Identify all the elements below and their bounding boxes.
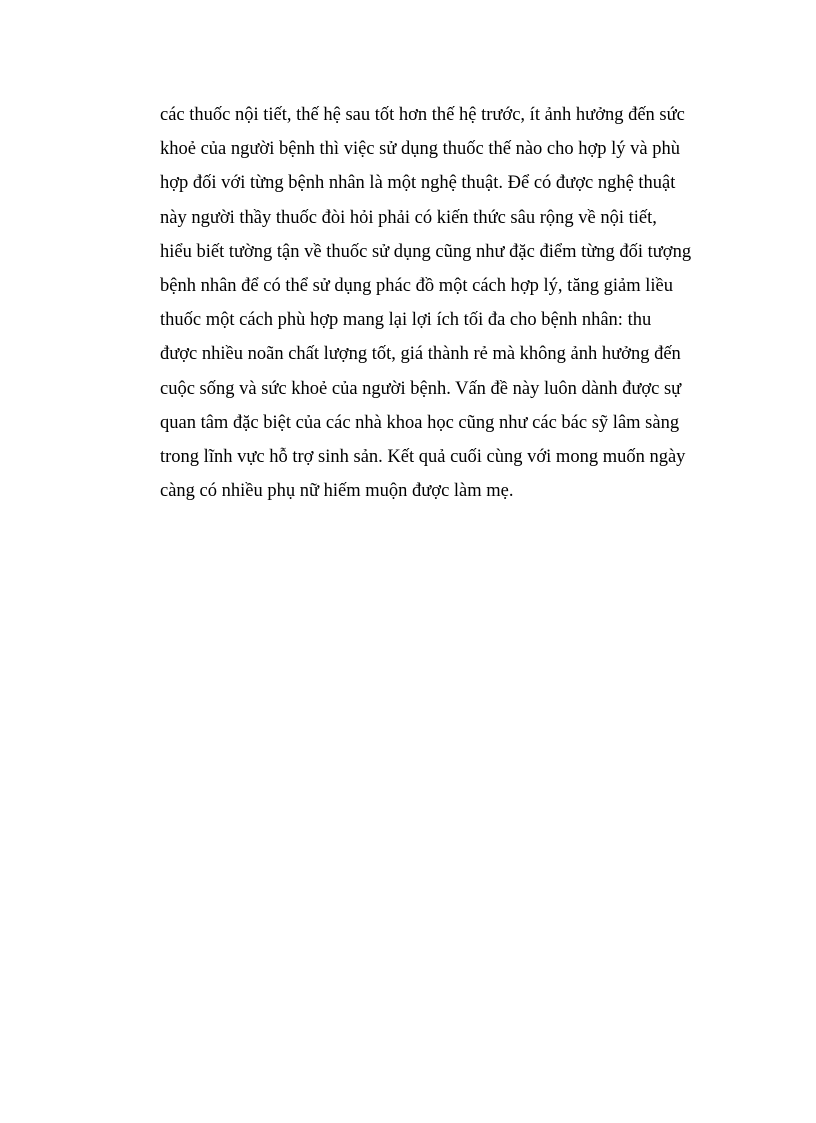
paragraph-line: càng có nhiều phụ nữ hiếm muộn được làm mẹ. [160, 481, 514, 502]
paragraph-line: này người thầy thuốc đòi hỏi phải có kiến thức sâu rộng về nội tiết, [160, 207, 657, 228]
paragraph-line: quan tâm đặc biệt của các nhà khoa học cũng như các bác sỹ lâm sàng [160, 412, 680, 433]
paragraph-line: được nhiều noãn chất lượng tốt, giá thành rẻ mà không ảnh hưởng đến [160, 344, 681, 365]
paragraph-line: cuộc sống và sức khoẻ của người bệnh. Vấn đề này luôn dành được sự [160, 378, 682, 399]
paragraph-line: trong lĩnh vực hỗ trợ sinh sản. Kết quả cuối cùng với mong muốn ngày [160, 446, 686, 467]
paragraph-line: hợp đối với từng bệnh nhân là một nghệ thuật. Để có được nghệ thuật [160, 173, 676, 194]
paragraph-line: hiểu biết tường tận về thuốc sử dụng cũng như đặc điểm từng đối tượng [160, 241, 692, 262]
body-paragraph [160, 98, 720, 508]
paragraph-line: thuốc một cách phù hợp mang lại lợi ích tối đa cho bệnh nhân: thu [160, 310, 652, 331]
paragraph-line: bệnh nhân để có thể sử dụng phác đồ một cách hợp lý, tăng giảm liều [160, 275, 674, 296]
paragraph-line: khoẻ của người bệnh thì việc sử dụng thuốc thế nào cho hợp lý và phù [160, 139, 680, 160]
paragraph-line: các thuốc nội tiết, thế hệ sau tốt hơn thế hệ trước, ít ảnh hưởng đến sức [160, 105, 685, 125]
